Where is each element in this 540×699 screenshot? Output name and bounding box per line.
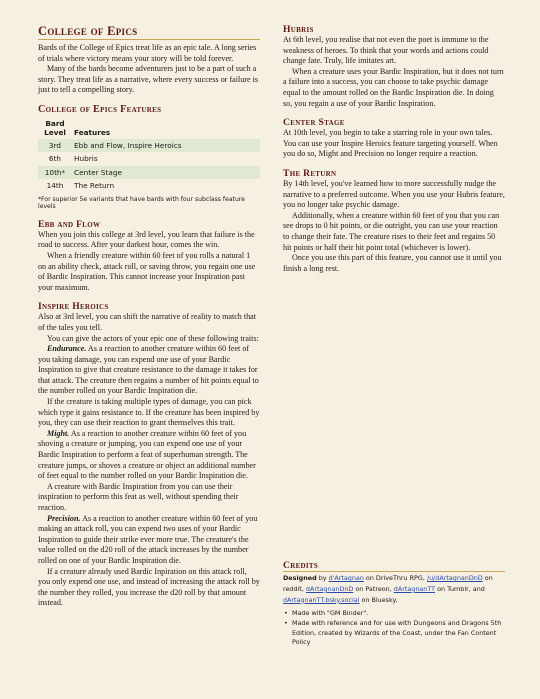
inspire-paragraph-1: Also at 3rd level, you can shift the narrative of reality to match that of the tales you tell. xyxy=(38,312,257,332)
table-row xyxy=(38,179,260,193)
ebb-paragraph-1: When you join this college at 3rd level, you learn that failure is the road to success. After your darkest hour, comes the win. xyxy=(38,229,255,250)
table-cell-level: 6th xyxy=(48,154,62,164)
table-cell-level: 14th xyxy=(46,181,64,191)
endurance-paragraph xyxy=(38,344,260,397)
endurance-more-paragraph: If the creature is taking multiple types of damage, you can pick which type it gains resistance to. If the creature has been inspired by you, they can use their reaction to grant themselves this trait. xyxy=(38,397,260,428)
right-column xyxy=(283,24,505,274)
might-more-paragraph: A creature with Bardic Inspiration from you can use their inspiration to perform this feat as well, without spending their reaction. xyxy=(38,481,239,512)
precision-more-paragraph: If a creature already used Bardic Inpiration on this attack roll, you only expend one use, and instead of increasing the attack roll by the number they rolled, you increase the d20 roll by that amount instead. xyxy=(38,566,260,608)
return-paragraph-1: By 14th level, you've learned how to more successfully nudge the narrative to a preferred outcome. When you use your Hubris feature, you no longer take psychic damage. xyxy=(283,178,505,210)
left-column xyxy=(38,24,260,609)
title-rule xyxy=(38,24,260,40)
bluesky-link[interactable]: dArtagnanTT.bsky.social xyxy=(283,595,360,604)
hubris-paragraph-2: When a creature uses your Bardic Inspiration, but it does not turn a failure into a success, you can choose to take psychic damage equal to the amount rolled on the Bardic Inspiration die. In doing so, you regain a use of your Bardic Inspiration. xyxy=(283,66,504,108)
precision-paragraph xyxy=(38,514,260,567)
list-item: • Made with "GM Binder". xyxy=(284,609,369,618)
table-header-row xyxy=(38,120,260,139)
tumblr-link[interactable]: dArtagnanTT xyxy=(393,584,436,593)
table-cell-level: 10th* xyxy=(38,166,72,180)
table-cell-features: Center Stage xyxy=(72,166,260,180)
subclass-title: College of Epics xyxy=(38,24,138,38)
features-column-header: Features xyxy=(74,127,111,137)
inspire-heroics-heading: Inspire Heroics xyxy=(38,301,109,313)
endurance-trait-text: As a reaction to another creature within 60 feet of you taking damage, you can expend one use of your Bardic Inspiration to give that creature resistance to the damage it takes for that attack. The creature then regains a number of hit points equal to the number rolled on your Bardic Inspiration die. xyxy=(38,344,259,396)
credits-paragraph: Designed by d'Artagnan on DriveThru RPG, /u/dArtagnanDnD on reddit, dArtagnanDnD on Patreon, dArtagnanTT on Tumblr, and dArtagnanTT.bsky.social on Bluesky. xyxy=(283,574,493,604)
return-paragraph-3: Once you use this part of this feature, you cannot use it until you finish a long rest. xyxy=(283,253,502,273)
center-stage-paragraph: At 10th level, you begin to take a starring role in your own tales. You can use your Inspire Heroics feature targeting yourself. When you do so, Might and Precision no longer require a reaction. xyxy=(283,128,498,159)
return-paragraph-2: Additionally, when a creature within 60 feet of you that you can see drops to 0 hit points, or die outright, you can use your reaction to change their fate. The creature rises to their feet and regains 50 hit points or half their hit point total (whichever is lower). xyxy=(283,210,500,252)
table-cell-features: The Return xyxy=(74,181,115,191)
author-link[interactable]: d'Artagnan xyxy=(328,574,364,582)
level-column-header: Bard Level xyxy=(44,118,66,137)
the-return-heading: The Return xyxy=(283,167,337,179)
ebb-paragraph-2: When a friendly creature within 60 feet of you rolls a natural 1 on an ability check, attack roll, or saving throw, you regain one use of Bardic Inspiration. This cannot increase your Inspiration past your maximum. xyxy=(38,250,256,292)
precision-trait-name: Precision. xyxy=(47,513,81,523)
bullet-icon: • xyxy=(284,609,288,618)
inspire-paragraph-2: You can give the actors of your epic one of these following traits: xyxy=(47,333,259,343)
ebb-and-flow-heading: Ebb and Flow xyxy=(38,218,101,230)
might-trait-text: As a reaction to another creature within 60 feet of you shoving a creature or jumping, you can expend one use of your Bardic Inspiration to perform a feat of superhuman strength. The creature jumps, or shoves a creature or object an additional number of feet equal to the number rolled on your Bardic Inspiration die. xyxy=(38,428,256,481)
credits-heading: Credits xyxy=(283,560,505,572)
intro-paragraph-1: Bards of the College of Epics treat life as an epic tale. A long series of trials where victory means your story will be told forever. xyxy=(38,43,257,63)
features-table xyxy=(38,120,260,193)
table-cell-level: 3rd xyxy=(38,139,72,153)
table-cell-features: Hubris xyxy=(74,154,98,164)
table-row xyxy=(38,166,260,180)
table-row xyxy=(38,152,260,166)
credits-list xyxy=(283,609,505,647)
bullet-icon: • xyxy=(284,618,288,627)
table-cell-features: Ebb and Flow, Inspire Heroics xyxy=(72,139,260,153)
center-stage-heading: Center Stage xyxy=(283,117,345,129)
designed-label: Designed xyxy=(283,574,317,582)
might-paragraph xyxy=(38,429,260,482)
table-footnote: *For superior 5e variants that have bards with four subclass feature levels xyxy=(38,195,245,211)
might-trait-name: Might. xyxy=(47,428,70,438)
credits-box xyxy=(283,560,505,648)
intro-paragraph-2: Many of the bards become adventurers just to be a part of such a story. They treat life as a narrative, where every success or failure is just to tell a compelling story. xyxy=(38,64,259,95)
features-table-title: College of Epics Features xyxy=(38,103,162,115)
endurance-trait-name: Endurance. xyxy=(47,344,87,354)
hubris-paragraph-1: At 6th level, you realise that not even the poet is immune to the weakness of heroes. To think that your words and actions could change fate. Truly, life imitates art. xyxy=(283,35,489,66)
patreon-link[interactable]: dArtagnanDnD xyxy=(305,584,354,593)
list-item: • Made with reference and for use with Dungeons and Dragons 5th Edition, created by Wizards of the Coast, under the Fan Content Policy xyxy=(284,618,502,647)
reddit-link[interactable]: /u/dArtagnanDnD xyxy=(426,574,483,582)
hubris-heading: Hubris xyxy=(283,24,314,35)
precision-trait-text: As a reaction to another creature within 60 feet of you making an attack roll, you can expend two uses of your Bardic Inspiration to guide their strike ever more true. The creature's the value rolled on the d20 roll of the attack increases by the number rolled on one of your Bardic Inspiration die. xyxy=(38,513,258,565)
table-row xyxy=(38,139,260,153)
